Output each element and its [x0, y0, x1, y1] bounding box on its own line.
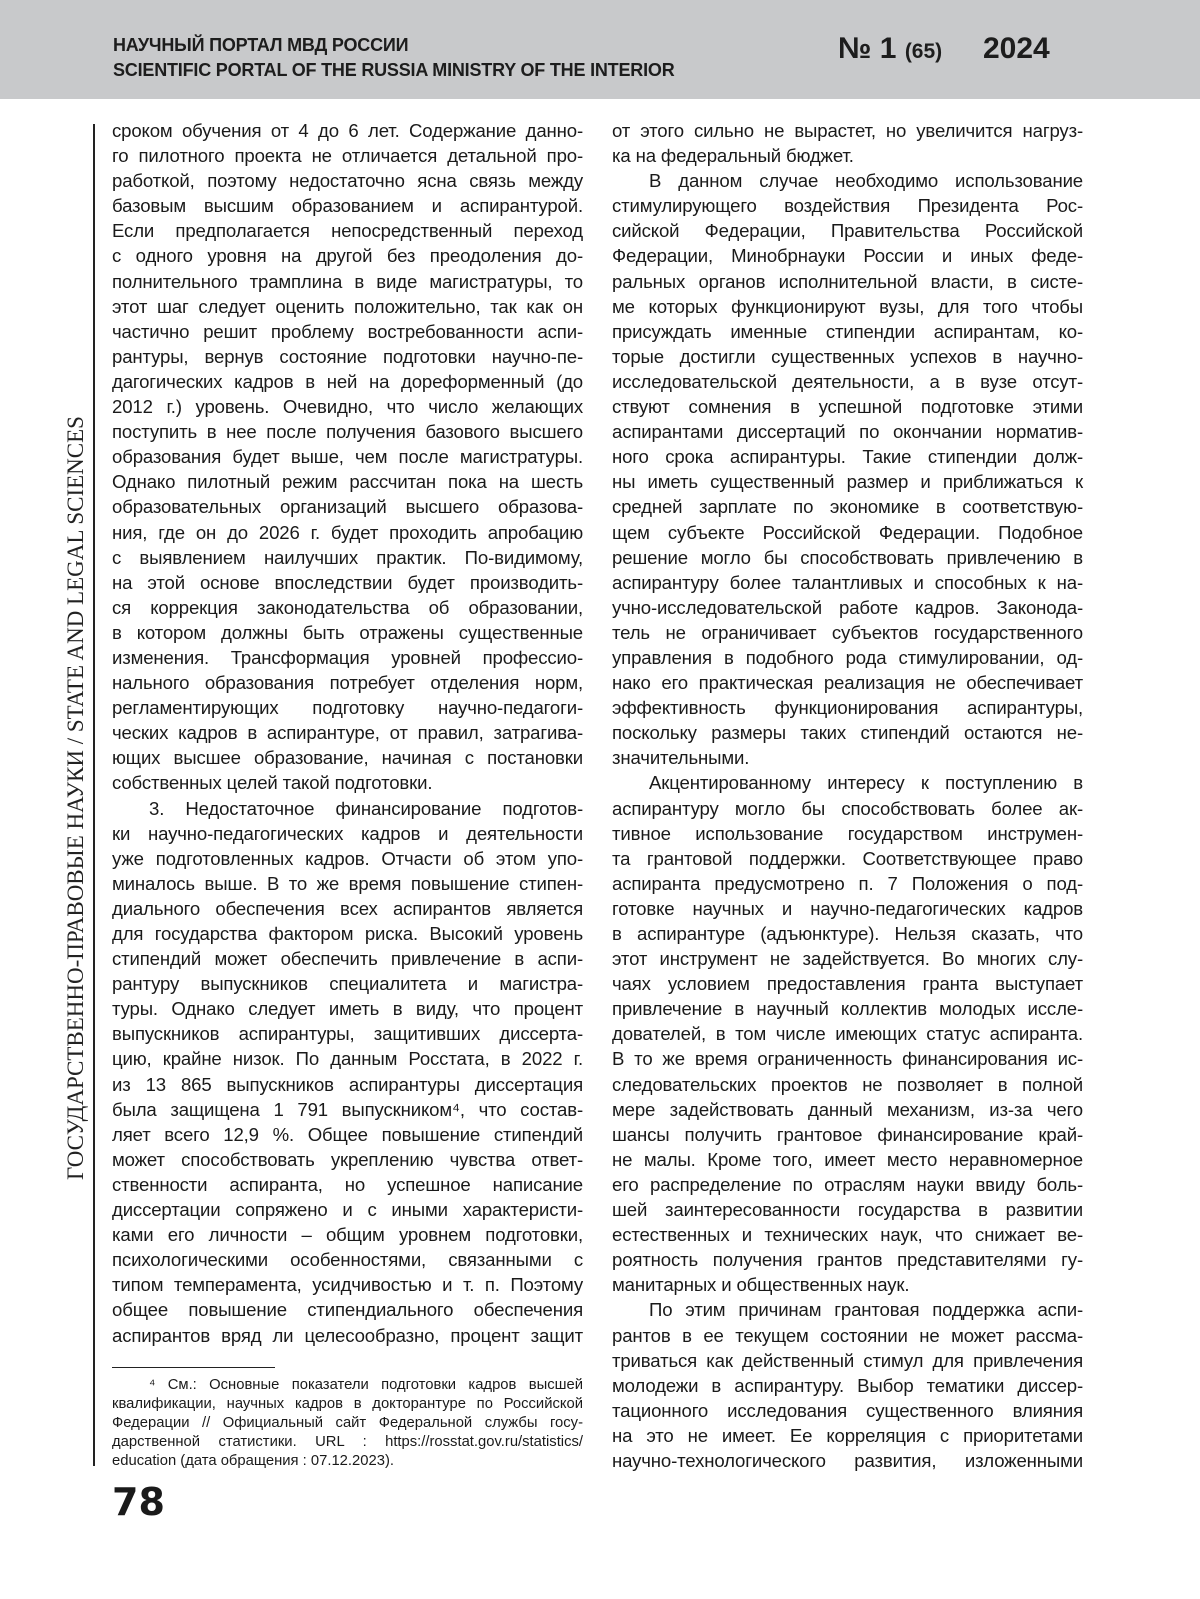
text-line: 2012 г.) уровень. Очевидно, что число желающих: [112, 396, 583, 418]
text-line: стимулирующего воздействия Президента Рос-: [612, 195, 1083, 217]
left-column: [112, 118, 583, 1348]
spine-divider: [93, 124, 95, 1466]
issue-total: (65): [904, 40, 943, 63]
text-line: учно-исследовательской работе кадров. Законода-: [612, 596, 1083, 618]
text-line: в котором должны быть отражены существенные: [112, 621, 583, 643]
text-line: стипендий может обеспечить привлечение в аспи-: [112, 948, 583, 970]
text-line: диального обеспечения всех аспирантов является: [112, 897, 583, 919]
paragraph: [612, 168, 1083, 770]
text-line: 3. Недостаточное финансирование подготов-: [149, 797, 583, 819]
text-line: этот шаг следует оценить положительно, так как он: [112, 295, 583, 317]
text-line: миналось выше. В то же время повышение стипен-: [112, 872, 583, 894]
text-line: научно-технологического развития, изложенными: [612, 1449, 1083, 1471]
text-line: исследовательской деятельности, а в вузе отсут-: [612, 370, 1083, 392]
text-line: присуждать именные стипендии аспирантам, ко-: [612, 320, 1083, 342]
footnote: [112, 1376, 583, 1471]
text-line: решение могло бы способствовать привлечению в: [612, 546, 1083, 568]
text-line: общее повышение стипендиального обеспечения: [112, 1299, 583, 1321]
text-line: туры. Однако следует иметь в виду, что процент: [112, 998, 583, 1020]
journal-header: [0, 0, 1200, 99]
text-line: тационного исследования существенного влияния: [612, 1399, 1083, 1421]
text-line: рантуры, вернув состояние подготовки научно-пе-: [112, 345, 583, 367]
text-line: полнительного трамплина в виде магистратуры, то: [112, 270, 583, 292]
text-line: базовым высшим образованием и аспирантурой.: [112, 195, 583, 217]
text-line: Если предполагается непосредственный переход: [112, 220, 583, 242]
text-line: цию, крайне низок. По данным Росстата, в 2022 г.: [112, 1048, 583, 1070]
text-line: регламентирующих подготовку научно-педагоги-: [112, 697, 583, 719]
text-line: ки научно-педагогических кадров и деятельности: [112, 822, 583, 844]
text-line: роятность получения грантов представителями гу-: [612, 1249, 1083, 1271]
text-line: сийской Федерации, Правительства Российской: [612, 220, 1083, 242]
text-line: не малы. Кроме того, имеет место неравномерное: [612, 1148, 1083, 1170]
text-line: торые достигли существенных успехов в научно-: [612, 345, 1083, 367]
page-number: 78: [112, 1480, 165, 1524]
text-line: была защищена 1 791 выпускником⁴, что состав-: [112, 1098, 583, 1120]
paragraph: [112, 796, 583, 1348]
text-line: с выявлением наилучших практик. По-видимому,: [112, 546, 583, 568]
text-line: для государства фактором риска. Высокий уровень: [112, 923, 583, 944]
text-line: ны иметь существенный размер и приближаться к: [612, 471, 1083, 493]
text-line: чаях условием предоставления гранта выступает: [612, 973, 1083, 995]
text-line: аспиранта предусмотрено п. 7 Положения о под-: [612, 872, 1083, 894]
text-line: триваться как действенный стимул для привлечения: [612, 1349, 1083, 1371]
text-line: Однако пилотный режим рассчитан пока на шесть: [112, 471, 583, 493]
text-line: от этого сильно не вырастет, но увеличится нагруз-: [612, 120, 1083, 141]
text-line: уже подготовленных кадров. Отчасти об этом упо-: [112, 847, 583, 869]
text-line: аспирантов вряд ли целесообразно, процент защит: [112, 1324, 583, 1346]
paragraph: [612, 1297, 1083, 1473]
text-line: аспирантами диссертаций по окончании норматив-: [612, 421, 1083, 443]
text-line: По этим причинам грантовая поддержка аспи-: [649, 1299, 1083, 1321]
text-line: ющих высшее образование, начиная с постановки: [112, 747, 583, 769]
text-line: его распределение по отраслям науки ввиду боль-: [612, 1173, 1083, 1195]
text-line: психологическими особенностями, связанными с: [112, 1249, 583, 1271]
footnote-line: дарственной статистики. URL : https://rosstat.gov.ru/statistics/: [112, 1434, 583, 1450]
text-line: дагогических кадров в ней на дореформенный (до: [112, 370, 583, 392]
text-line: тель не ограничивает субъектов государственного: [612, 621, 1083, 643]
text-line: мере задействовать данный механизм, из-за чего: [612, 1098, 1083, 1120]
text-line: сроком обучения от 4 до 6 лет. Содержание данно-: [112, 120, 583, 141]
text-line: молодежи в аспирантуру. Выбор тематики диссер-: [612, 1374, 1083, 1396]
text-line: средней зарплате по экономике в соответствую-: [612, 496, 1083, 518]
text-line: ственности аспиранта, но успешное написание: [112, 1173, 583, 1195]
footnote-line: Федерации // Официальный сайт Федеральной службы госу-: [112, 1415, 583, 1431]
text-line: шей заинтересованности государства в развитии: [612, 1199, 1083, 1221]
text-line: аспирантуру более талантливых и способных к на-: [612, 571, 1083, 593]
text-line: образования будет выше, чем после магистратуры.: [112, 446, 583, 468]
paragraph: [612, 770, 1083, 1297]
text-line: Федерации, Минобрнауки России и иных феде-: [612, 245, 1083, 267]
text-line: значительными.: [612, 747, 750, 769]
text-line: привлечение в научный коллектив молодых иссле-: [612, 998, 1083, 1020]
text-line: частично решит проблему востребованности аспи-: [112, 320, 583, 342]
text-line: управления в подобного рода стимулировании, од-: [612, 646, 1083, 668]
text-line: с одного уровня на другой без преодоления до-: [112, 245, 583, 267]
text-line: образовательных организаций высшего образова-: [112, 496, 583, 518]
text-line: рантуру выпускников специалитета и магистра-: [112, 973, 583, 995]
journal-title-en: SCIENTIFIC PORTAL OF THE RUSSIA MINISTRY OF THE INTERIOR: [113, 60, 675, 80]
text-line: рантов в ее текущем состоянии не может рассма-: [612, 1324, 1083, 1346]
text-line: ся коррекция законодательства об образовании,: [112, 596, 583, 618]
text-line: на этой основе впоследствии будет производить-: [112, 571, 583, 593]
text-line: поступить в нее после получения базового высшего: [112, 421, 583, 443]
text-line: ного срока аспирантуры. Такие стипендии долж-: [612, 446, 1083, 468]
text-line: типом темперамента, усидчивостью и т. п. Поэтому: [112, 1274, 583, 1296]
right-column: [612, 118, 1083, 1473]
text-line: готовке научных и научно-педагогических кадров: [612, 897, 1083, 919]
text-line: естественных и технических наук, что снижает ве-: [612, 1224, 1083, 1246]
text-line: может способствовать укреплению чувства ответ-: [112, 1148, 583, 1170]
text-line: манитарных и общественных наук.: [612, 1274, 910, 1296]
journal-title-ru: НАУЧНЫЙ ПОРТАЛ МВД РОССИИ: [113, 35, 409, 55]
text-line: ками его личности – общим уровнем подготовки,: [112, 1224, 583, 1246]
text-line: аспирантуру могло бы способствовать более ак-: [612, 797, 1083, 819]
issue-number-value: № 1: [838, 32, 897, 65]
text-line: В данном случае необходимо использование: [649, 170, 1083, 192]
text-line: В то же время ограниченность финансирования ис-: [612, 1048, 1083, 1070]
section-spine-title: ГОСУДАРСТВЕННО-ПРАВОВЫЕ НАУКИ / STATE AND LEGAL SCIENCES: [63, 416, 88, 1180]
text-line: ния, где он до 2026 г. будет проходить апробацию: [112, 521, 583, 543]
text-line: щем субъекте Российской Федерации. Подобное: [612, 521, 1083, 543]
footnote-separator: [112, 1367, 275, 1368]
issue-number: [838, 32, 942, 66]
text-line: нального образования потребует отделения норм,: [112, 672, 583, 694]
text-line: в аспирантуре (адъюнктуре). Нельзя сказать, что: [612, 923, 1083, 944]
text-line: ляет всего 12,9 %. Общее повышение стипендий: [112, 1123, 583, 1145]
text-line: поскольку размеры таких стипендий остаются не-: [612, 722, 1083, 744]
text-line: ка на федеральный бюджет.: [612, 145, 854, 167]
text-line: выпускников аспирантуры, защитивших диссерта-: [112, 1023, 583, 1045]
text-line: ствуют сомнения в успешной подготовке этими: [612, 396, 1083, 418]
footnote-line: квалификации, научных кадров в докторантуре по Российской: [112, 1396, 583, 1412]
text-line: дователей, в том числе имеющих статус аспиранта.: [612, 1023, 1083, 1045]
text-line: следовательских проектов не позволяет в полной: [612, 1073, 1083, 1095]
footnote-line: education (дата обращения : 07.12.2023).: [112, 1453, 394, 1469]
text-line: работкой, поэтому недостаточно ясна связь между: [112, 170, 583, 192]
text-line: ральных органов исполнительной власти, в систе-: [612, 270, 1083, 292]
text-line: этот инструмент не задействуется. Во многих слу-: [612, 948, 1083, 970]
text-line: ме которых функционируют вузы, для того чтобы: [612, 295, 1083, 317]
text-line: на это не имеет. Ее корреляция с приоритетами: [612, 1424, 1083, 1446]
text-line: из 13 865 выпускников аспирантуры диссертация: [112, 1073, 583, 1095]
text-line: ческих кадров в аспирантуре, от правил, затрагива-: [112, 722, 583, 744]
issue-year: 2024: [983, 32, 1050, 65]
footnote-line: ⁴ См.: Основные показатели подготовки кадров высшей: [149, 1377, 583, 1393]
text-line: шансы получить грантовое финансирование край-: [612, 1123, 1083, 1145]
text-line: эффективность функционирования аспирантуры,: [612, 697, 1083, 719]
text-line: го пилотного проекта не отличается детальной про-: [112, 145, 583, 167]
text-line: диссертации сопряжено и с иными характеристи-: [112, 1199, 583, 1221]
text-line: изменения. Трансформация уровней профессио-: [112, 646, 583, 668]
text-line: та грантовой поддержки. Соответствующее право: [612, 847, 1083, 869]
paragraph: [112, 118, 583, 796]
paragraph: [612, 118, 1083, 168]
text-line: Акцентированному интересу к поступлению в: [649, 772, 1083, 794]
text-line: тивное использование государством инструмен-: [612, 822, 1083, 844]
text-line: собственных целей такой подготовки.: [112, 772, 433, 794]
text-line: нако его практическая реализация не обеспечивает: [612, 672, 1083, 694]
